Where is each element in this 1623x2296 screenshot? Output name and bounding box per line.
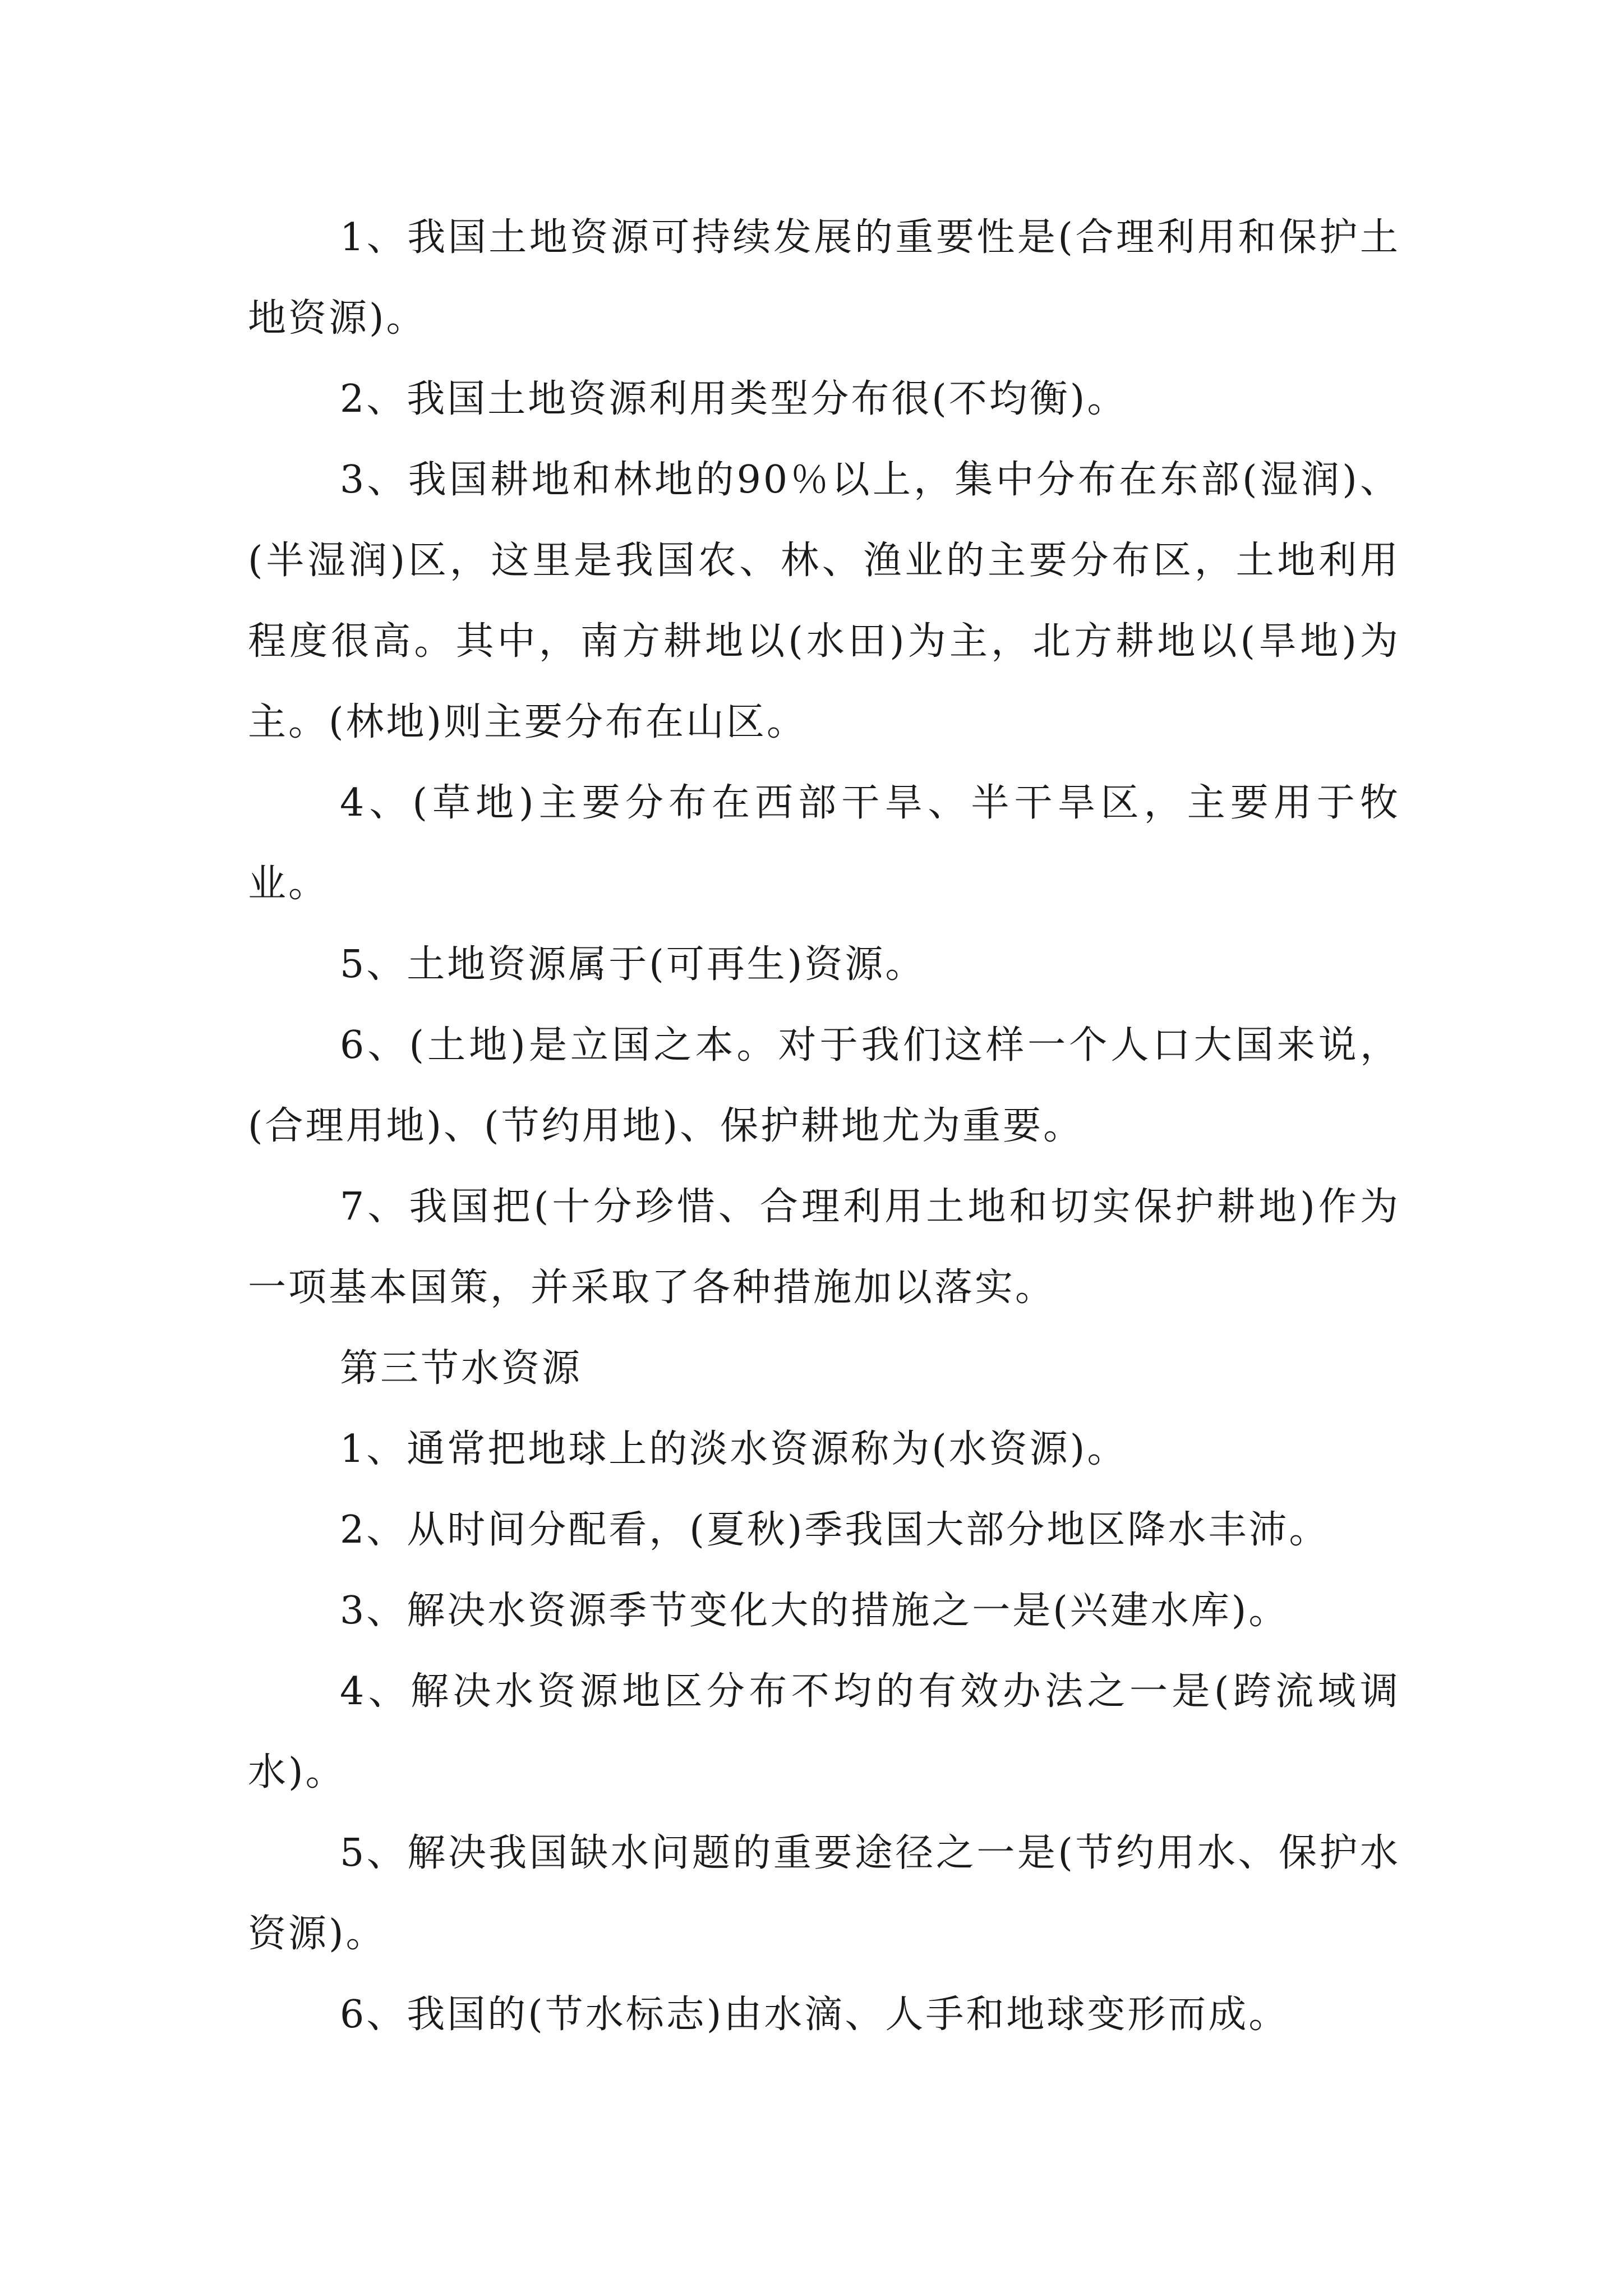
paragraph-water-2: 2、从时间分配看，(夏秋)季我国大部分地区降水丰沛。: [340, 1508, 1330, 1552]
paragraph-water-3: 3、解决水资源季节变化大的措施之一是(兴建水库)。: [340, 1589, 1289, 1633]
paragraph-land-1: 1、我国土地资源可持续发展的重要性是(合理利用和保护土地资源)。: [248, 215, 1400, 341]
paragraph-water-4: 4、解决水资源地区分布不均的有效办法之一是(跨流域调水)。: [248, 1669, 1400, 1795]
paragraph-land-3: 3、我国耕地和林地的90％以上，集中分布在东部(湿润)、(半湿润)区，这里是我国农、林、渔业的主要分布区，土地利用程度很高。其中，南方耕地以(水田)为主，北方耕地以(旱地)为主。(林地)则主要分布在山区。: [248, 458, 1400, 744]
paragraph-land-4: 4、(草地)主要分布在西部干旱、半干旱区，主要用于牧业。: [248, 781, 1400, 906]
paragraph-land-2: 2、我国土地资源利用类型分布很(不均衡)。: [340, 377, 1128, 421]
paragraph-land-5: 5、土地资源属于(可再生)资源。: [340, 942, 926, 987]
paragraph-water-5: 5、解决我国缺水问题的重要途径之一是(节约用水、保护水资源)。: [248, 1831, 1400, 1956]
document-body: [248, 197, 1400, 2055]
paragraph-land-6: 6、(土地)是立国之本。对于我们这样一个人口大国来说，(合理用地)、(节约用地)、保护耕地尤为重要。: [248, 1023, 1400, 1148]
section-heading-water: 第三节水资源: [340, 1346, 583, 1391]
paragraph-water-1: 1、通常把地球上的淡水资源称为(水资源)。: [340, 1427, 1128, 1471]
paragraph-land-7: 7、我国把(十分珍惜、合理利用土地和切实保护耕地)作为一项基本国策，并采取了各种措施加以落实。: [248, 1185, 1400, 1310]
paragraph-water-6: 6、我国的(节水标志)由水滴、人手和地球变形而成。: [340, 1993, 1289, 2037]
